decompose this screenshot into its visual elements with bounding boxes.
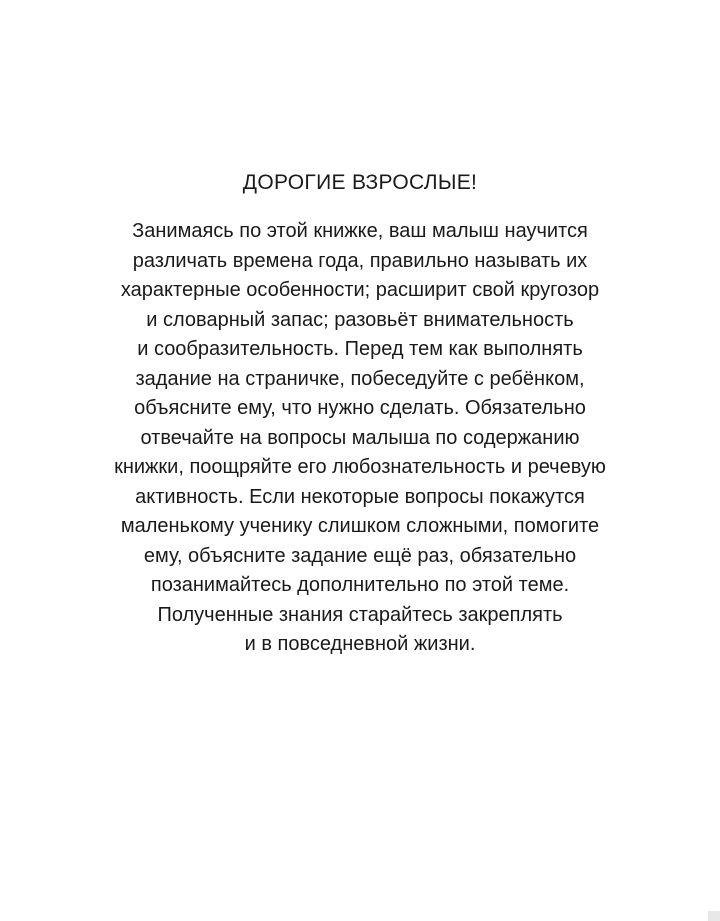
text-line: и в повседневной жизни.: [244, 633, 476, 655]
text-line: активность. Если некоторые вопросы покажутся: [135, 485, 585, 508]
text-line: Занимаясь по этой книжке, ваш малыш научится: [132, 220, 588, 242]
text-line: объясните ему, что нужно сделать. Обязательно: [134, 397, 586, 419]
text-line: задание на страничке, побеседуйте с ребёнком,: [135, 367, 585, 390]
text-line: ему, объясните задание ещё раз, обязательно: [143, 544, 577, 567]
page-heading: ДОРОГИЕ ВЗРОСЛЫЕ!: [242, 171, 478, 194]
scan-edge-mark: [708, 911, 720, 921]
body-paragraph: [0, 217, 720, 660]
text-line: отвечайте на вопросы малыша по содержанию: [140, 426, 580, 449]
text-line: различать времена года, правильно называть их: [132, 249, 588, 272]
text-line: и сообразительность. Перед тем как выполнять: [137, 338, 583, 360]
text-line: позанимайтесь дополнительно по этой теме.: [150, 574, 570, 596]
text-line: характерные особенности; расширит свой кругозор: [120, 279, 600, 301]
text-line: и словарный запас; разовьёт внимательность: [146, 308, 574, 331]
text-line: Полученные знания старайтесь закреплять: [157, 603, 563, 626]
text-line: книжки, поощряйте его любознательность и речевую: [114, 456, 606, 478]
text-line: маленькому ученику слишком сложными, помогите: [120, 515, 600, 537]
